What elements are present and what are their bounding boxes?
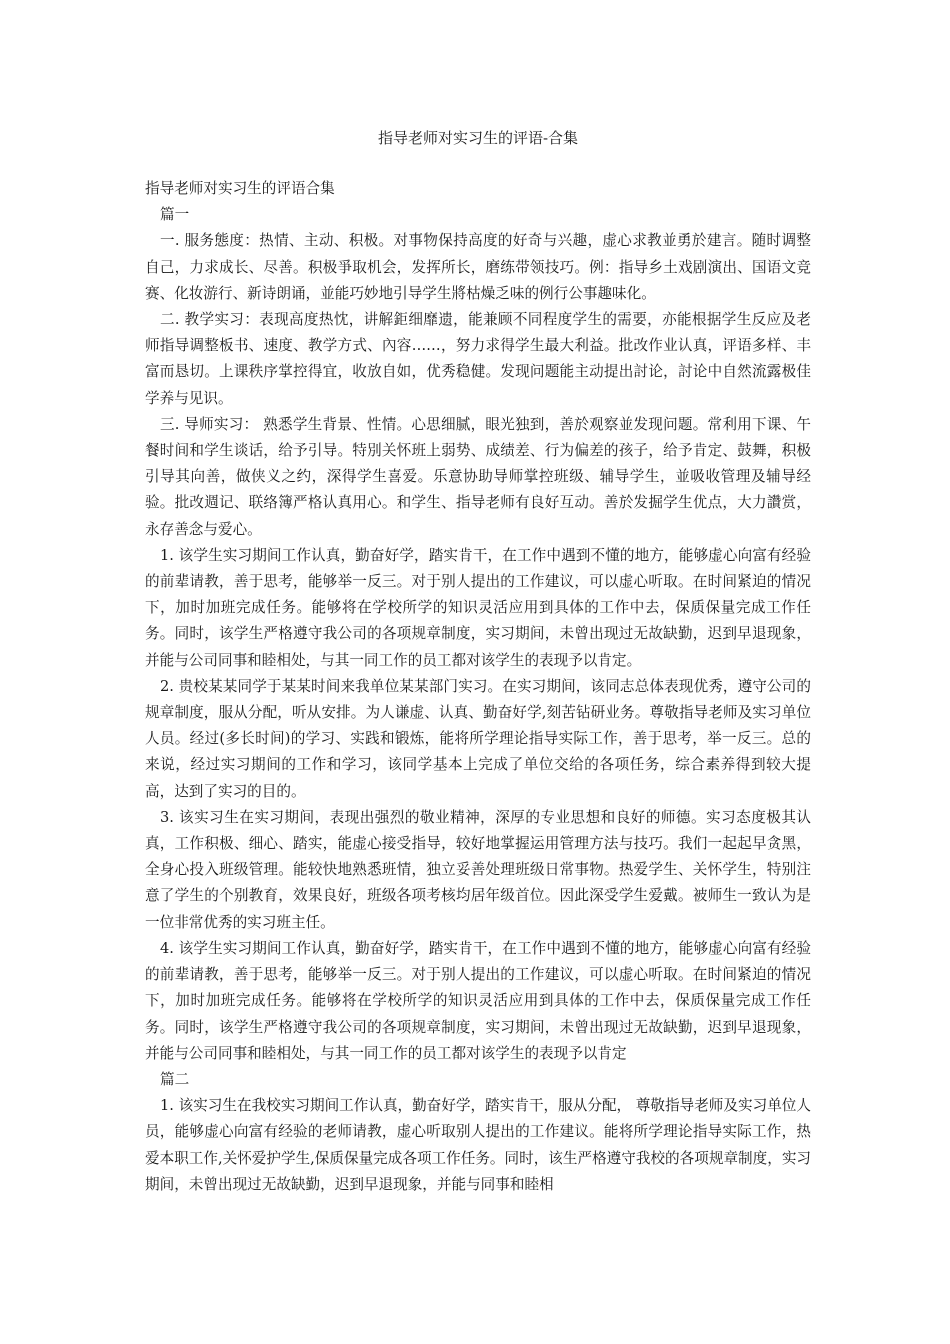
paragraph: 2. 贵校某某同学于某某时间来我单位某某部门实习。在实习期间，该同志总体表现优秀，遵守公司的规章制度，服从分配，听从安排。为人谦虚、认真、勤奋好学,刻苦钻研业务。尊敬指导老师及实习单位人员。经过(多长时间)的学习、实践和锻炼，能将所学理论指导实际工作，善于思考，举一反三。总的来说，经过实习期间的工作和学习，该同学基本上完成了单位交给的各项任务，综合素养得到较大提高，达到了实习的目的。 — [145, 677, 811, 800]
paragraph: 4. 该学生实习期间工作认真，勤奋好学，踏实肯干，在工作中遇到不懂的地方，能够虚心向富有经验的前辈请教，善于思考，能够举一反三。对于别人提出的工作建议，可以虚心听取。在时间紧迫的情况下，加时加班完成任务。能够将在学校所学的知识灵活应用到具体的工作中去，保质保量完成工作任务。同时，该学生严格遵守我公司的各项规章制度，实习期间，未曾出现过无故缺勤，迟到早退现象，并能与公司同事和睦相处，与其一同工作的员工都对该学生的表现予以肯定 — [145, 939, 811, 1062]
paragraph: 3. 该实习生在实习期间，表现出强烈的敬业精神，深厚的专业思想和良好的师德。实习态度极其认真，工作积极、细心、踏实，能虚心接受指导，较好地掌握运用管理方法与技巧。我们一起起早贪黑，全身心投入班级管理。能较快地熟悉班情，独立妥善处理班级日常事物。热爱学生、关怀学生，特别注意了学生的个别教育，效果良好，班级各项考核均居年级首位。因此深受学生爱戴。被师生一致认为是一位非常优秀的实习班主任。 — [145, 808, 811, 931]
paragraph: 1. 该学生实习期间工作认真，勤奋好学，踏实肯干，在工作中遇到不懂的地方，能够虚心向富有经验的前辈请教，善于思考，能够举一反三。对于别人提出的工作建议，可以虚心听取。在时间紧迫的情况下，加时加班完成任务。能够将在学校所学的知识灵活应用到具体的工作中去，保质保量完成工作任务。同时，该学生严格遵守我公司的各项规章制度，实习期间，未曾出现过无故缺勤，迟到早退现象，并能与公司同事和睦相处，与其一同工作的员工都对该学生的表现予以肯定。 — [145, 546, 811, 669]
section-label-1: 篇一 — [160, 206, 190, 224]
paragraph: 1. 该实习生在我校实习期间工作认真，勤奋好学，踏实肯干，服从分配， 尊敬指导老师及实习单位人员，能够虚心向富有经验的老师请教，虚心听取别人提出的工作建议。能将所学理论指导实际工作，热爱本职工作,关怀爱护学生,保质保量完成各项工作任务。同时，该生严格遵守我校的各项规章制度，实习期间，未曾出现过无故缺勤，迟到早退现象，并能与同事和睦相 — [145, 1097, 812, 1193]
document-body — [145, 176, 811, 1198]
document-subtitle: 指导老师对实习生的评语合集 — [145, 180, 335, 197]
document-title: 指导老师对实习生的评语-合集 — [377, 129, 579, 147]
paragraph: 三. 导师实习： 熟悉学生背景、性情。心思细腻，眼光独到，善於观察並发现问题。常利用下课、午餐时间和学生谈话，给予引导。特別关怀班上弱势、成绩差、行为偏差的孩子，给予肯定、鼓舞，积极引导其向善，做侠义之约，深得学生喜爱。乐意协助导师掌控班级、辅导学生，並吸收管理及辅导经验。批改週记、联络簿严格认真用心。和学生、指导老师有良好互动。善於发掘学生优点，大力讚赏，永存善念与爱心。 — [145, 415, 811, 538]
section-label-2: 篇二 — [160, 1070, 190, 1088]
paragraph: 二. 教学实习：表现高度热忱，讲解鉅细靡遗，能兼顾不同程度学生的需要，亦能根据学生反应及老师指导调整板书、速度、教学方式、內容……，努力求得学生最大利益。批改作业认真，评语多样、丰富而恳切。上课秩序掌控得宜，收放自如，优秀稳健。发现问题能主动提出討论，討论中自然流露极佳学养与见识。 — [145, 311, 811, 407]
paragraph: 一. 服务態度：热情、主动、积极。对事物保持高度的好奇与兴趣，虚心求教並勇於建言。随时调整自己，力求成长、尽善。积极爭取机会，发挥所长，磨练带领技巧。例：指导乡土戏剧演出、国语文竞赛、化妆游行、新诗朗诵，並能巧妙地引导学生將枯燥乏味的例行公事趣味化。 — [145, 232, 811, 302]
